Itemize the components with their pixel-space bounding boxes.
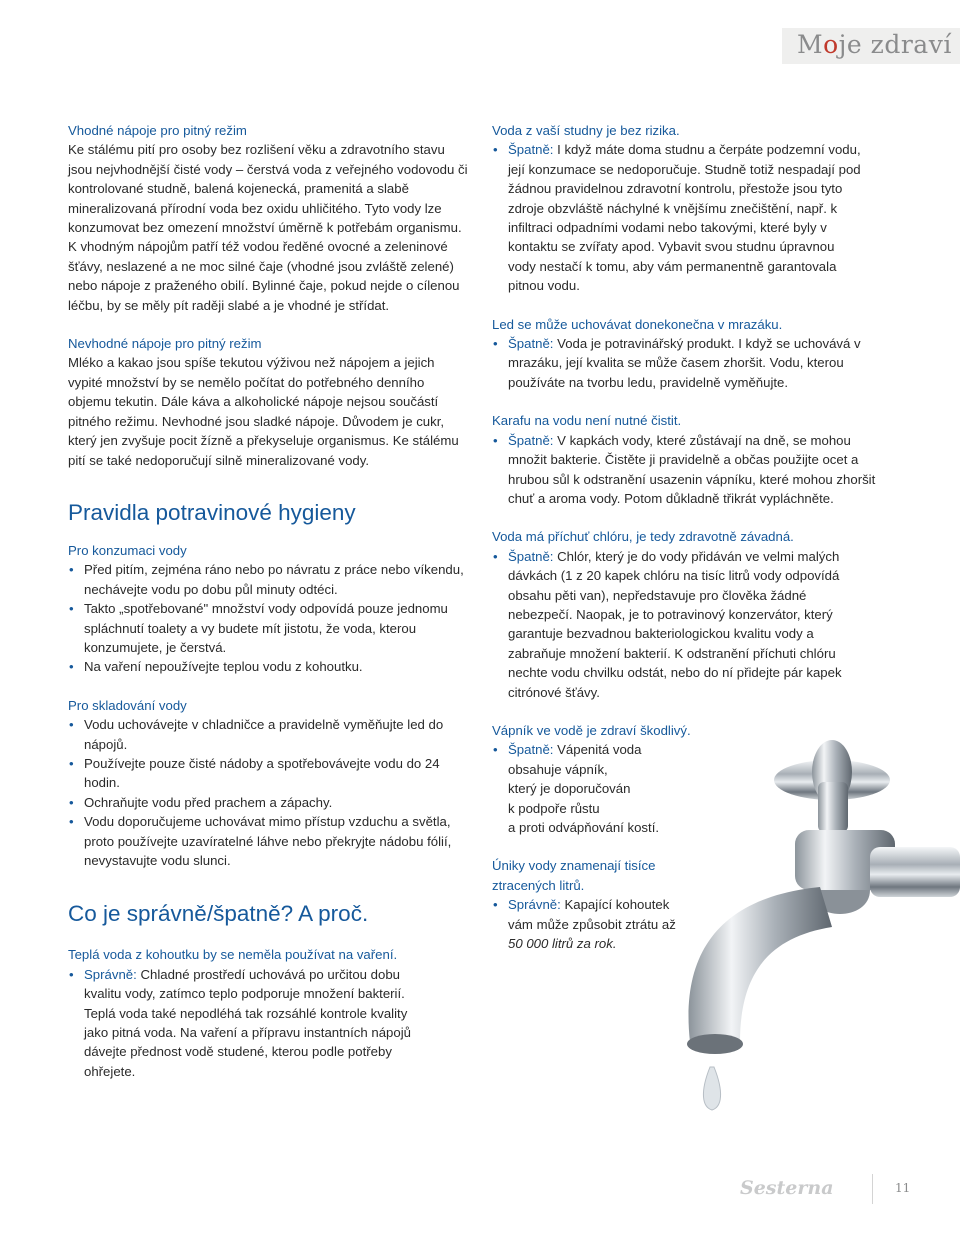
list-item: • Takto „spotřebované" množství vody odpovídá pouze jednomu spláchnutí toalety a vy budete mít jistotu, že voda, kterou konzumujete, je čerstvá. xyxy=(68,599,468,657)
consumption-heading: Pro konzumaci vody xyxy=(68,542,187,558)
storage-heading: Pro skladování vody xyxy=(68,697,187,713)
right-column xyxy=(492,121,892,953)
list-item: • Špatně: Chlór, který je do vody přidáván ve velmi malých dávkách (1 z 20 kapek chlóru na tisíc litrů vody odpovídá obsahu pěti van), nepředstavuje pro člověka žádné nebezpečí. Naopak, je to potravinový konzervátor, který garantuje bezvadnou bakteriologickou kvalitu vody a zabraňuje množení bakterií. K odstranění příchuti chlóru nechte vodu chvilku odstát, nebo do ní přidejte pár kapek citrónové šťávy. xyxy=(492,547,867,702)
ice-list xyxy=(492,334,877,392)
suitable-drinks-text: Ke stálému pití pro osoby bez rozlišení věku a zdravotního stavu jsou nejvhodnější čisté vody – čerstvá voda z veřejného vodovodu či kontrolované studně, balená kojenecká, pramenitá a slabě mineralizovaná přírodní voda bez oxidu uhličitého. Tyto vody lze konzumovat bez omezení množství úměrně k potřebám organismu. K vhodným nápojům patří též vodou ředěné ovocné a zeleninové šťávy, neslazené a ne moc silné čaje (vhodné jsou zvláště zelené) nebo nápoje z praženého obilí. Bylinné čaje, pokud nejde o cílenou léčbu, by se měly pít raději slabé a je vhodné je střídat. xyxy=(68,142,468,313)
well-heading: Voda z vaší studny je bez rizika. xyxy=(492,123,680,138)
carafe-list xyxy=(492,431,887,509)
leaks-heading: Úniky vody znamenají tisíce ztracených litrů. xyxy=(492,858,656,893)
list-item: • Před pitím, zejména ráno nebo po návratu z práce nebo víkendu, nechávejte vodu po dobu půl minuty odtéci. xyxy=(68,560,468,599)
list-item: • Vodu uchovávejte v chladničce a pravidelně vyměňujte led do nápojů. xyxy=(68,715,468,754)
well-list xyxy=(492,140,862,295)
carafe-heading: Karafu na vodu není nutné čistit. xyxy=(492,413,682,429)
hygiene-heading: Pravidla potravinové hygieny xyxy=(68,499,356,525)
consumption-list xyxy=(68,560,468,676)
ice-heading: Led se může uchovávat donekonečna v mrazáku. xyxy=(492,316,783,332)
list-item: • Správně: Chladné prostředí uchovává po určitou dobu kvalitu vody, zatímco teplo podporuje množení bakterií. Teplá voda také nepodléhá tak rozsáhlé kontrole kvality jako pitná voda. Na vaření a přípravu instantních nápojů dávejte přednost vodě studené, kterou podle potřeby ohřejete. xyxy=(68,965,428,1081)
list-item: • Na vaření nepoužívejte teplou vodu z kohoutku. xyxy=(68,657,468,676)
emphasis-text: 50 000 litrů za rok. xyxy=(508,936,617,952)
leaks-list xyxy=(492,895,892,953)
list-item: • Špatně: I když máte doma studnu a čerpáte podzemní vodu, její konzumace se nedoporučuje. Studně totiž nespadají pod žádnou pravidelnou zdravotní kontrolu, přestože jsou tyto zdroje obzvláště náchylné k vnějšímu znečištění, např. k infiltraci odpadními vodami nebo takovými, které byly v kontaktu se zvířaty apod. Vybavit svou studnu úpravnou vody nestačí k tomu, aby vám permanentně garantovala pitnou vodu. xyxy=(492,140,862,295)
right-wrong-heading: Co je správně/špatně? A proč. xyxy=(68,901,369,927)
list-item: • Špatně: Vápenitá voda obsahuje vápník, který je doporučován k podpoře růstu a proti odvápňování kostí. xyxy=(492,740,892,837)
chlorine-heading: Voda má příchuť chlóru, je tedy zdravotně závadná. xyxy=(492,529,794,545)
calcium-list xyxy=(492,740,892,837)
warm-water-list xyxy=(68,965,428,1081)
unsuitable-drinks-heading: Nevhodné nápoje pro pitný režim xyxy=(68,336,262,352)
list-item: • Špatně: V kapkách vody, které zůstávají na dně, se mohou množit bakterie. Čistěte ji pravidelně a občas použijte ocet a hrubou sůl k odstranění usazenin vápníku, které mohou zhoršit chuť a aroma vody. Potom důkladně třikrát vypláchněte. xyxy=(492,431,887,509)
unsuitable-drinks-text: Mléko a kakao jsou spíše tekutou výživou než nápojem a jejich vypité množství by se nemělo počítat do potřebného denního objemu tekutin. Dále káva a alkoholické nápoje nejsou součástí pitného režimu. Nevhodné jsou sladké nápoje. Důvodem je cukr, který jen zvyšuje pocit žízně a překyseluje organismus. Ke stálému pití se také nedoporučují silně mineralizované vody. xyxy=(68,355,459,468)
storage-list xyxy=(68,715,468,870)
list-item: • Vodu doporučujeme uchovávat mimo přístup vzduchu a světla, proto používejte uzavíratelné láhve nebo překryjte nádobu fólií, nevystavujte vodu slunci. xyxy=(68,812,468,870)
list-item: • Používejte pouze čisté nádoby a spotřebovávejte vodu do 24 hodin. xyxy=(68,754,468,793)
warm-water-heading: Teplá voda z kohoutku by se neměla používat na vaření. xyxy=(68,947,398,963)
left-column xyxy=(68,121,468,1081)
suitable-drinks-heading: Vhodné nápoje pro pitný režim xyxy=(68,123,247,138)
list-item: • Ochraňujte vodu před prachem a zápachy. xyxy=(68,793,468,812)
footer-divider xyxy=(872,1174,873,1204)
chlorine-list xyxy=(492,547,867,702)
section-header xyxy=(782,28,960,64)
section-title: Moje zdraví xyxy=(797,30,952,59)
brand-logo: Sesterna xyxy=(740,1177,834,1199)
list-item: • Správně: Kapající kohoutek vám může způsobit ztrátu až 50 000 litrů za rok. xyxy=(492,895,892,953)
list-item: • Špatně: Voda je potravinářský produkt. I když se uchovává v mrazáku, její kvalita se může časem zhoršit. Vodu, kterou používáte na tvorbu ledu, pravidelně vyměňujte. xyxy=(492,334,877,392)
page-number: 11 xyxy=(895,1181,911,1195)
calcium-heading: Vápník ve vodě je zdraví škodlivý. xyxy=(492,722,691,738)
